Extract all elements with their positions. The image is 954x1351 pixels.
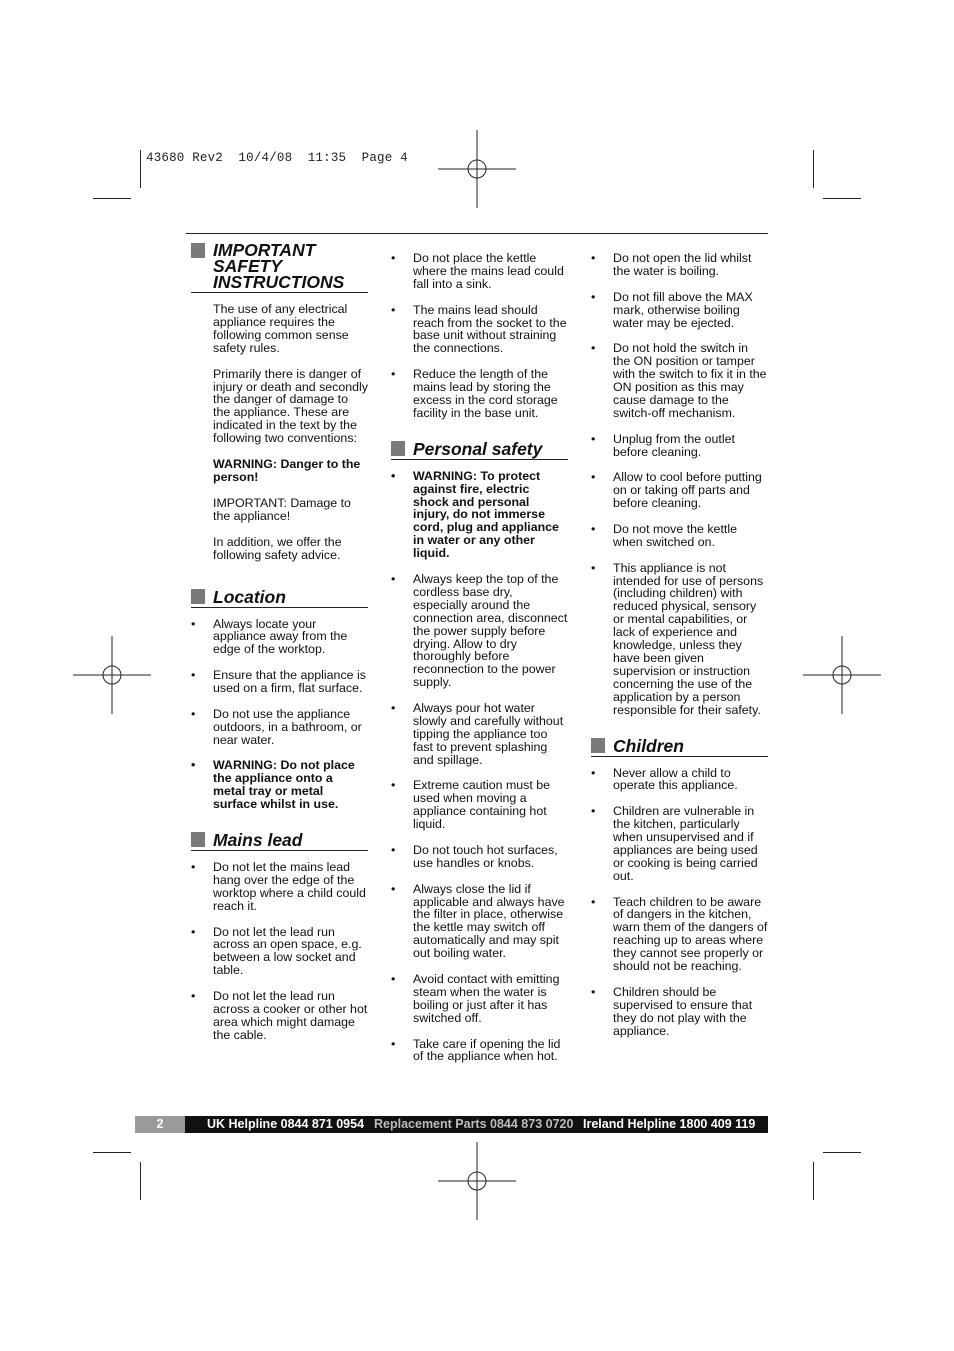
- top-rule: [186, 233, 768, 234]
- heading-text: Mains lead: [213, 830, 303, 851]
- intro-paragraph: The use of any electrical appliance requires the following common sense safety rules.: [213, 302, 349, 355]
- location-list: [191, 618, 368, 812]
- crop-mark: [823, 1152, 861, 1153]
- list-item: • Do not fill above the MAX mark, otherwise boiling water may be ejected.: [591, 289, 753, 330]
- bullet-icon: •: [591, 765, 596, 780]
- list-item: • This appliance is not intended for use of persons (including children) with reduced physical, sensory or mental capabilities, or lack of experience and knowledge, unless they have been given supervision or instruction concerning the use of the application by a person responsible for their safety.: [591, 560, 764, 717]
- bullet-icon: •: [391, 972, 396, 986]
- bullet-icon: •: [391, 778, 396, 793]
- bullet-icon: •: [591, 804, 596, 819]
- bullet-icon: •: [191, 989, 196, 1004]
- list-item: • Do not hold the switch in the ON position or tamper with the switch to fix it in the ON position as this may cause damage to the switch-off mechanism.: [591, 341, 767, 420]
- location-heading: [191, 586, 368, 608]
- bullet-icon: •: [591, 470, 596, 485]
- crop-mark: [813, 150, 814, 188]
- list-item: • Avoid contact with emitting steam when the water is boiling or just after it has switched off.: [391, 972, 560, 1025]
- list-item: • Do not let the lead run across an open space, e.g. between a low socket and table.: [191, 924, 362, 978]
- list-item: • Children should be supervised to ensure that they do not play with the appliance.: [591, 984, 753, 1038]
- section-square-icon: [191, 243, 205, 258]
- crop-mark: [823, 198, 861, 199]
- mains-lead-list-continued: [391, 252, 568, 420]
- registration-mark-icon: [438, 130, 516, 208]
- list-item: • Always keep the top of the cordless base dry, especially around the connection area, disconnect the power supply before drying. Allow to dry thoroughly before reconnection to the power supply.: [391, 571, 568, 690]
- personal-safety-heading: [391, 438, 568, 460]
- list-item: • Reduce the length of the mains lead by storing the excess in the cord storage facility in the base unit.: [391, 367, 558, 420]
- bullet-icon: •: [391, 251, 396, 265]
- bullet-icon: •: [391, 881, 396, 896]
- column-2: [391, 252, 568, 1076]
- bullet-icon: •: [191, 668, 196, 683]
- list-item: • The mains lead should reach from the socket to the base unit without straining the connections.: [391, 302, 567, 356]
- crop-mark: [813, 1162, 814, 1200]
- children-heading: [591, 735, 768, 757]
- personal-safety-list-continued: [591, 252, 768, 717]
- list-item: • Teach children to be aware of dangers in the kitchen, warn them of the dangers of reaching up to areas where they cannot see properly or should not be reaching.: [591, 894, 768, 974]
- intro-paragraph: Primarily there is danger of injury or death and secondly the danger of damage to the appliance. These are indicated in the text by the following two conventions:: [213, 366, 368, 446]
- list-item: • Allow to cool before putting on or taking off parts and before cleaning.: [591, 470, 762, 511]
- registration-mark-icon: [73, 636, 151, 714]
- ireland-helpline: Ireland Helpline 1800 409 119: [583, 1117, 756, 1131]
- section-square-icon: [191, 589, 205, 604]
- crop-mark: [93, 1152, 131, 1153]
- bullet-icon: •: [391, 302, 396, 317]
- bullet-icon: •: [591, 521, 596, 536]
- list-item: • Always close the lid if applicable and always have the filter in place, otherwise the kettle may switch off automatically and may spit out boiling water.: [391, 881, 565, 961]
- column-3: [591, 252, 768, 1051]
- heading-text: IMPORTANT SAFETY INSTRUCTIONS: [213, 240, 345, 292]
- mains-lead-heading: [191, 832, 368, 851]
- list-item: • Children are vulnerable in the kitchen, particularly when unsupervised and if appliances are being used or cooking is being carried out.: [591, 804, 758, 883]
- children-list: [591, 767, 768, 1038]
- list-item: • Ensure that the appliance is used on a firm, flat surface.: [191, 668, 366, 696]
- list-item: • Never allow a child to operate this appliance.: [591, 765, 738, 793]
- heading-text: Personal safety: [413, 438, 543, 459]
- bullet-icon: •: [191, 616, 196, 631]
- registration-mark-icon: [438, 1142, 516, 1220]
- list-item: • Do not open the lid whilst the water is boiling.: [591, 251, 752, 278]
- bullet-icon: •: [191, 706, 196, 721]
- replacement-parts: Replacement Parts 0844 873 0720: [374, 1117, 574, 1131]
- bullet-icon: •: [591, 251, 596, 265]
- section-square-icon: [391, 441, 405, 456]
- column-1: [191, 240, 368, 1055]
- heading-text: Children: [613, 735, 684, 756]
- registration-mark-icon: [803, 636, 881, 714]
- section-square-icon: [591, 738, 605, 753]
- section-square-icon: [191, 832, 205, 847]
- crop-mark: [140, 1162, 141, 1200]
- advice-paragraph: In addition, we offer the following safety advice.: [213, 534, 342, 562]
- bullet-icon: •: [391, 367, 396, 382]
- list-item: • Do not touch hot surfaces, use handles or knobs.: [391, 842, 558, 870]
- bullet-icon: •: [591, 984, 596, 999]
- list-item-warning: • WARNING: To protect against fire, electric shock and personal injury, do not immerse cord, plug and appliance in water or any other liquid.: [391, 468, 559, 561]
- personal-safety-list: [391, 470, 568, 1064]
- bullet-icon: •: [391, 468, 396, 483]
- bullet-icon: •: [391, 571, 396, 586]
- bullet-icon: •: [591, 431, 596, 446]
- crop-mark: [93, 198, 131, 199]
- bullet-icon: •: [191, 924, 196, 939]
- list-item: • Do not let the lead run across a cooker or other hot area which might damage the cable.: [191, 989, 368, 1042]
- bullet-icon: •: [591, 894, 596, 909]
- list-item: • Do not let the mains lead hang over the edge of the worktop where a child could reach it.: [191, 860, 366, 913]
- print-slug: 43680 Rev2 10/4/08 11:35 Page 4: [146, 151, 408, 165]
- warning-convention: WARNING: Danger to the person!: [213, 457, 361, 484]
- bullet-icon: •: [591, 341, 596, 356]
- bullet-icon: •: [191, 860, 196, 875]
- bullet-icon: •: [391, 842, 396, 857]
- list-item: • Do not place the kettle where the mains lead could fall into a sink.: [391, 251, 564, 291]
- crop-mark: [140, 150, 141, 188]
- heading-text: Location: [213, 586, 286, 607]
- list-item-warning: • WARNING: Do not place the appliance onto a metal tray or metal surface whilst in use.: [191, 758, 355, 812]
- list-item: • Take care if opening the lid of the appliance when hot.: [391, 1036, 561, 1064]
- bullet-icon: •: [191, 758, 196, 773]
- mains-lead-list: [191, 861, 368, 1042]
- list-item: • Do not use the appliance outdoors, in a bathroom, or near water.: [191, 706, 362, 747]
- list-item: • Do not move the kettle when switched on.: [591, 521, 737, 549]
- list-item: • Always locate your appliance away from the edge of the worktop.: [191, 616, 348, 657]
- uk-helpline: UK Helpline 0844 871 0954: [207, 1117, 365, 1131]
- bullet-icon: •: [591, 289, 596, 304]
- bullet-icon: •: [391, 1036, 396, 1051]
- safety-instructions-heading: [191, 240, 368, 293]
- bullet-icon: •: [391, 701, 396, 716]
- bullet-icon: •: [591, 560, 596, 575]
- list-item: • Unplug from the outlet before cleaning.: [591, 431, 735, 459]
- footer-bar: [135, 1116, 768, 1133]
- page-number: 2: [135, 1116, 185, 1133]
- important-convention: IMPORTANT: Damage to the appliance!: [213, 495, 351, 523]
- list-item: • Always pour hot water slowly and carefully without tipping the appliance too fast to prevent splashing and spillage.: [391, 701, 564, 767]
- list-item: • Extreme caution must be used when moving a appliance containing hot liquid.: [391, 778, 551, 832]
